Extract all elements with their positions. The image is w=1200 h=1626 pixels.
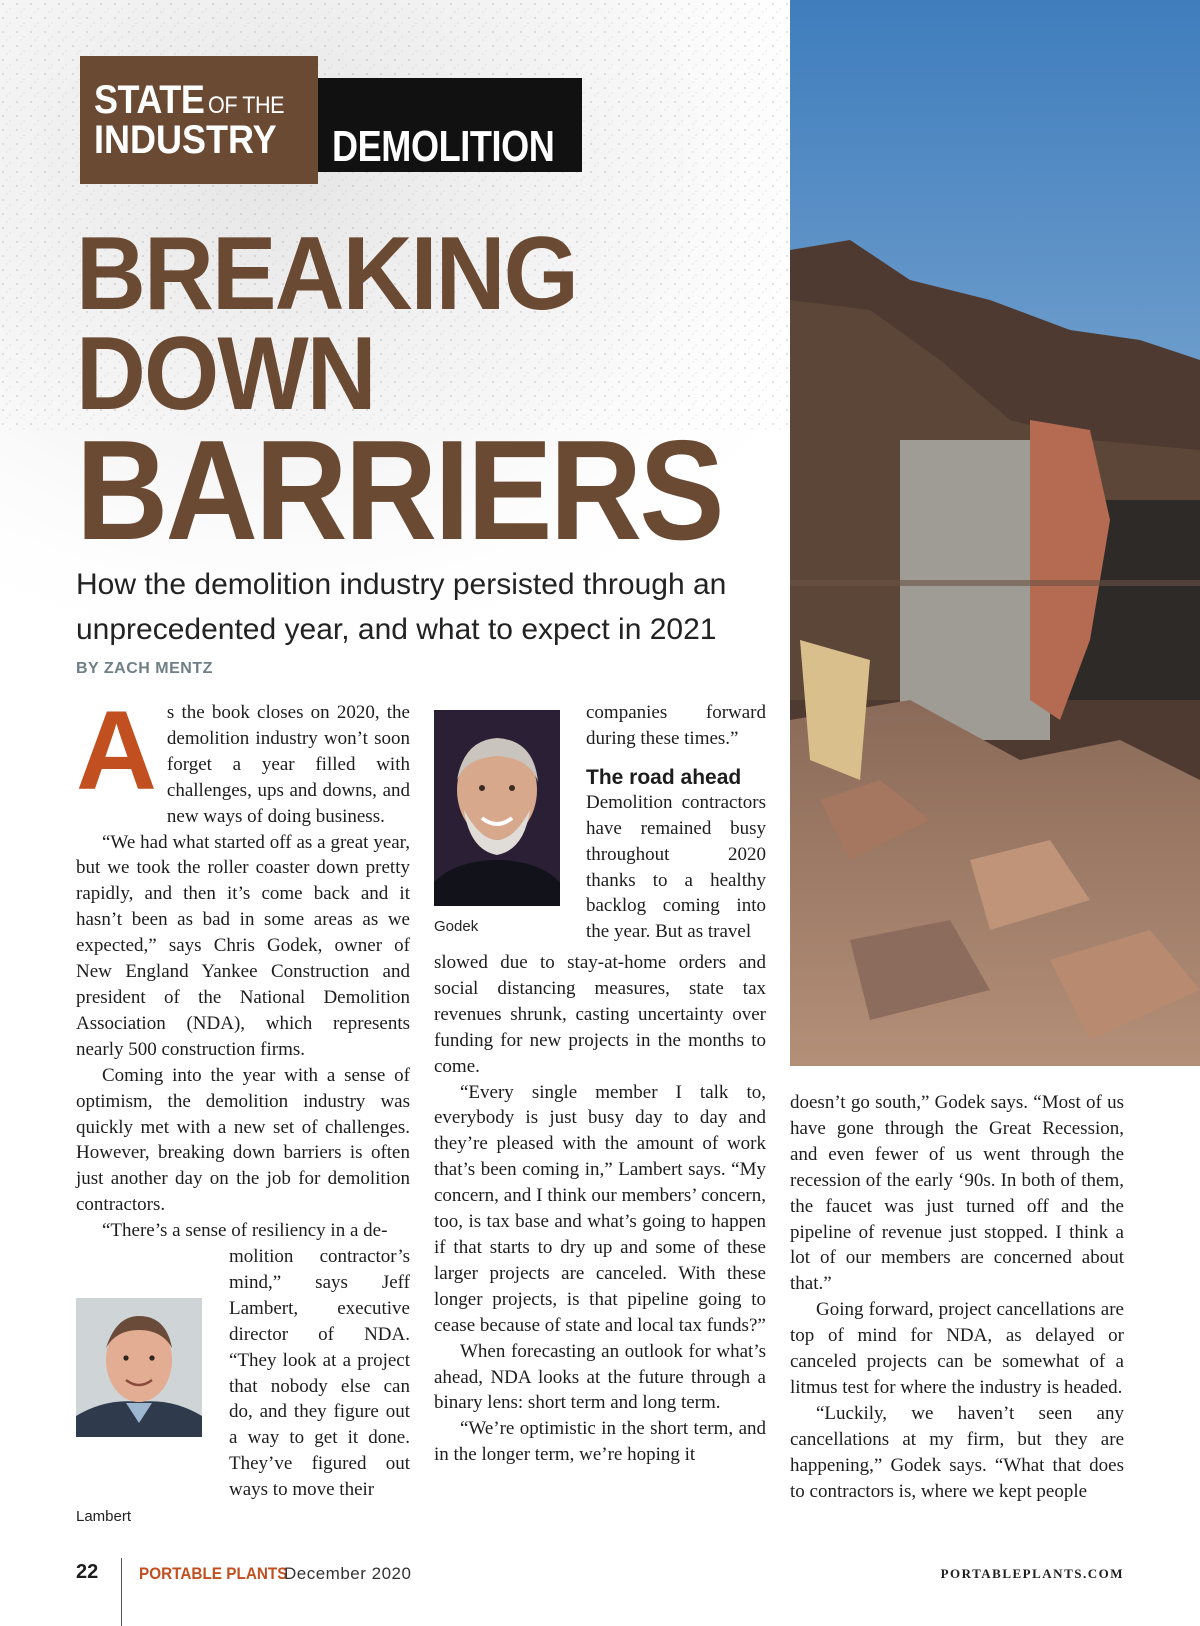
paragraph: molition contractor’s mind,” says Jeff Lambert, executive director of NDA. “They look at a project that nobody else can do, and they figure out a way to get it done. They’ve figured out ways to move their xyxy=(229,1246,410,1501)
godek-portrait xyxy=(434,710,560,906)
headline-line-1: BREAKING xyxy=(76,216,577,332)
paragraph: “There’s a sense of resiliency in a de- xyxy=(102,1220,388,1242)
paragraph: doesn’t go south,” Godek says. “Most of us have gone through the Great Recession, and even fewer of us went through the recession of the early ‘90s. In both of them, the faucet was just turned off and the pipeline of revenue just stopped. I think a lot of our members are concerned about that.” xyxy=(790,1092,1124,1295)
paragraph: s the book closes on 2020, the demolition industry won’t soon forget a year filled with challenges, ups and downs, and new ways of doing business. xyxy=(166,702,410,827)
issue-date: December 2020 xyxy=(284,1564,412,1583)
article-column-1 xyxy=(76,688,410,1244)
demolition-label: DEMOLITION xyxy=(332,122,555,171)
article-column-3 xyxy=(790,1090,1124,1505)
state-of-industry-badge xyxy=(80,56,318,184)
industry-label: INDUSTRY xyxy=(94,118,277,162)
paragraph: When forecasting an outlook for what’s ahead, NDA looks at the future through a binary lens: short term and long term. xyxy=(434,1340,766,1414)
page-number: 22 xyxy=(76,1561,99,1583)
paragraph: Demolition contractors have remained busy throughout 2020 thanks to a healthy backlog coming into the year. But as travel xyxy=(586,791,766,943)
lambert-caption: Lambert xyxy=(76,1508,132,1525)
headline-line-2: DOWN xyxy=(76,316,375,432)
paragraph: “Every single member I talk to, everybody is just busy day to day and they’re pleased with the amount of work that’s been coming in,” Lambert says. “My concern, and I think our members’ concern, too, is tax base and what’s going to happen if that starts to dry up and some of these larger projects are canceled. With these longer projects, is that pipeline going to cease because of state and local tax funds?” xyxy=(434,1081,766,1336)
magazine-name: PORTABLE PLANTS xyxy=(139,1564,288,1583)
drop-cap: A xyxy=(76,688,157,813)
paragraph: Going forward, project cancellations are top of mind for NDA, as delayed or canceled projects can be somewhat of a litmus test for where the industry is headed. xyxy=(790,1299,1124,1398)
paragraph: “Luckily, we haven’t seen any cancellations at my firm, but they are happening,” Godek says. “What that does to contractors is, where we kept people xyxy=(790,1402,1124,1502)
subhead: The road ahead xyxy=(586,765,742,789)
demolition-rubble-photo xyxy=(790,0,1200,1066)
godek-caption: Godek xyxy=(434,918,479,935)
lambert-portrait xyxy=(76,1298,202,1437)
headline-line-3: BARRIERS xyxy=(76,411,722,570)
article-column-2-top xyxy=(586,700,766,945)
of-the-label: OF THE xyxy=(208,92,285,119)
article-column-1-wrap xyxy=(229,1244,410,1503)
article-deck: How the demolition industry persisted through an unprecedented year, and what to expect in 2021 xyxy=(76,568,727,646)
footer-divider xyxy=(121,1558,122,1626)
paragraph: “We had what started off as a great year, but we took the roller coaster down pretty rapidly, and then it’s come back and it hasn’t been as bad in some areas as we expected,” says Chris Godek, owner of New England Yankee Construction and president of the National Demolition Association (NDA), which represents nearly 500 construction firms. xyxy=(76,831,410,1060)
paragraph: companies forward during these times.” xyxy=(586,702,766,749)
paragraph: slowed due to stay-at-home orders and social distancing measures, state tax revenues shrunk, casting uncertainty over funding for new projects in the months to come. xyxy=(434,952,766,1077)
paragraph: “We’re optimistic in the short term, and in the longer term, we’re hoping it xyxy=(434,1418,766,1466)
state-label: STATE OF THE xyxy=(94,78,285,122)
demolition-badge xyxy=(318,78,582,172)
article-column-2 xyxy=(434,950,766,1468)
website-link[interactable]: PORTABLEPLANTS.COM xyxy=(940,1566,1124,1581)
paragraph: Coming into the year with a sense of optimism, the demolition industry was quickly met with a new set of challenges. However, breaking down barriers is often just another day on the job for demolition contractors. xyxy=(76,1064,410,1216)
byline: BY ZACH MENTZ xyxy=(76,660,213,677)
